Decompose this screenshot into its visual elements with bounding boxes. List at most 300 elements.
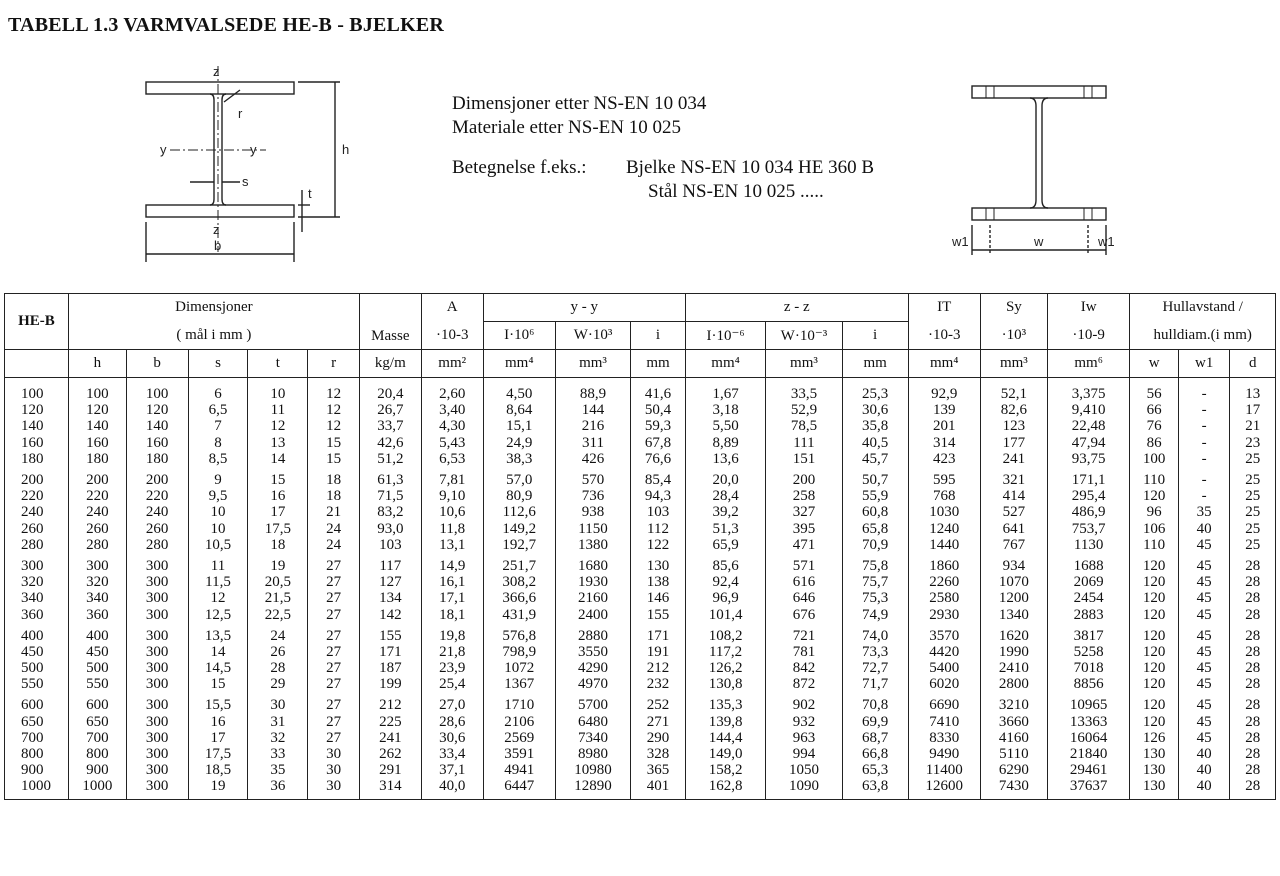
torsion-exp-header: ·10-3: [908, 322, 980, 350]
value-cell: 1150: [555, 521, 630, 537]
value-cell: 171,1: [1047, 467, 1130, 488]
value-cell: 395: [766, 521, 842, 537]
value-cell: 200: [68, 467, 126, 488]
value-cell: 75,7: [842, 574, 908, 590]
value-cell: 15: [248, 467, 308, 488]
value-cell: 27: [308, 714, 360, 730]
value-cell: 30,6: [842, 402, 908, 418]
value-cell: 51,3: [685, 521, 765, 537]
dimensions-header: Dimensjoner: [68, 294, 359, 322]
value-cell: 108,2: [685, 623, 765, 644]
value-cell: 63,8: [842, 778, 908, 799]
value-cell: 450: [68, 644, 126, 660]
value-cell: 616: [766, 574, 842, 590]
y-axis-label-right: y: [250, 142, 257, 157]
value-cell: 24: [308, 537, 360, 553]
value-cell: 45: [1178, 692, 1230, 713]
value-cell: 28: [248, 660, 308, 676]
value-cell: 6: [188, 378, 248, 403]
W-yy-unit-header: mm³: [555, 350, 630, 378]
value-cell: 160: [126, 435, 188, 451]
value-cell: 28: [1230, 692, 1276, 713]
profile-cell: 260: [5, 521, 69, 537]
warping-exp-header: ·10-9: [1047, 322, 1130, 350]
profile-cell: 100: [5, 378, 69, 403]
value-cell: 200: [126, 467, 188, 488]
value-cell: 25,4: [421, 676, 483, 692]
value-cell: 12890: [555, 778, 630, 799]
profile-cell: 200: [5, 467, 69, 488]
value-cell: 20,5: [248, 574, 308, 590]
value-cell: 192,7: [483, 537, 555, 553]
value-cell: 225: [359, 714, 421, 730]
value-cell: 180: [68, 451, 126, 467]
profile-cell: 240: [5, 504, 69, 520]
mass-unit-header: kg/m: [359, 350, 421, 378]
value-cell: 798,9: [483, 644, 555, 660]
value-cell: 4290: [555, 660, 630, 676]
value-cell: 110: [1130, 467, 1178, 488]
value-cell: 28,4: [685, 488, 765, 504]
value-cell: 13: [1230, 378, 1276, 403]
s-header: s: [188, 350, 248, 378]
value-cell: 1200: [980, 590, 1047, 606]
value-cell: 314: [359, 778, 421, 799]
value-cell: 120: [1130, 644, 1178, 660]
value-cell: 7018: [1047, 660, 1130, 676]
value-cell: 22,48: [1047, 418, 1130, 434]
profile-cell: 220: [5, 488, 69, 504]
value-cell: 27: [308, 590, 360, 606]
value-cell: 1620: [980, 623, 1047, 644]
value-cell: 262: [359, 746, 421, 762]
table-row: [5, 606, 1276, 622]
value-cell: 45: [1178, 606, 1230, 622]
w-header: w: [1130, 350, 1178, 378]
value-cell: 126,2: [685, 660, 765, 676]
value-cell: 314: [908, 435, 980, 451]
value-cell: 300: [126, 778, 188, 799]
value-cell: 86: [1130, 435, 1178, 451]
value-cell: 328: [631, 746, 686, 762]
static-moment-exp-header: ·10³: [980, 322, 1047, 350]
value-cell: 25: [1230, 537, 1276, 553]
table-row: [5, 521, 1276, 537]
value-cell: 45: [1178, 553, 1230, 574]
profile-cell: 550: [5, 676, 69, 692]
value-cell: 155: [631, 606, 686, 622]
value-cell: 401: [631, 778, 686, 799]
value-cell: 2930: [908, 606, 980, 622]
value-cell: 2580: [908, 590, 980, 606]
value-cell: 75,8: [842, 553, 908, 574]
value-cell: 2069: [1047, 574, 1130, 590]
value-cell: 7430: [980, 778, 1047, 799]
value-cell: 300: [126, 574, 188, 590]
value-cell: 10980: [555, 762, 630, 778]
value-cell: 139,8: [685, 714, 765, 730]
value-cell: 1710: [483, 692, 555, 713]
value-cell: 120: [1130, 623, 1178, 644]
value-cell: 120: [1130, 574, 1178, 590]
value-cell: 120: [1130, 676, 1178, 692]
value-cell: 28: [1230, 574, 1276, 590]
value-cell: 15: [308, 451, 360, 467]
value-cell: 17,1: [421, 590, 483, 606]
value-cell: 135,3: [685, 692, 765, 713]
w1-right-label: w1: [1098, 234, 1115, 249]
value-cell: 260: [68, 521, 126, 537]
value-cell: 120: [1130, 714, 1178, 730]
b-header: b: [126, 350, 188, 378]
table-row: [5, 451, 1276, 467]
value-cell: 280: [68, 537, 126, 553]
value-cell: 650: [68, 714, 126, 730]
value-cell: 142: [359, 606, 421, 622]
value-cell: 16064: [1047, 730, 1130, 746]
value-cell: 251,7: [483, 553, 555, 574]
value-cell: 39,2: [685, 504, 765, 520]
value-cell: 10: [188, 521, 248, 537]
value-cell: 5700: [555, 692, 630, 713]
value-cell: 11: [188, 553, 248, 574]
value-cell: 66,8: [842, 746, 908, 762]
value-cell: 423: [908, 451, 980, 467]
value-cell: 27: [308, 692, 360, 713]
value-cell: 50,4: [631, 402, 686, 418]
profile-cell: 300: [5, 553, 69, 574]
area-unit-header: mm²: [421, 350, 483, 378]
value-cell: 120: [1130, 606, 1178, 622]
value-cell: 140: [68, 418, 126, 434]
profile-cell: 450: [5, 644, 69, 660]
value-cell: 27: [308, 644, 360, 660]
value-cell: 300: [126, 644, 188, 660]
value-cell: 308,2: [483, 574, 555, 590]
value-cell: 431,9: [483, 606, 555, 622]
value-cell: 232: [631, 676, 686, 692]
value-cell: 8,89: [685, 435, 765, 451]
value-cell: 300: [126, 676, 188, 692]
value-cell: 400: [68, 623, 126, 644]
value-cell: 27: [308, 676, 360, 692]
value-cell: 45: [1178, 660, 1230, 676]
value-cell: 300: [126, 553, 188, 574]
value-cell: 550: [68, 676, 126, 692]
t-header: t: [248, 350, 308, 378]
value-cell: 271: [631, 714, 686, 730]
value-cell: 40: [1178, 746, 1230, 762]
value-cell: 200: [766, 467, 842, 488]
value-cell: 40: [1178, 762, 1230, 778]
value-cell: 25,3: [842, 378, 908, 403]
value-cell: 85,4: [631, 467, 686, 488]
z-axis-label-top: z: [213, 64, 220, 79]
value-cell: 7: [188, 418, 248, 434]
value-cell: 934: [980, 553, 1047, 574]
value-cell: 155: [359, 623, 421, 644]
value-cell: 88,9: [555, 378, 630, 403]
value-cell: 6290: [980, 762, 1047, 778]
value-cell: 25: [1230, 451, 1276, 467]
value-cell: 65,3: [842, 762, 908, 778]
value-cell: 4,50: [483, 378, 555, 403]
value-cell: 768: [908, 488, 980, 504]
value-cell: 300: [126, 730, 188, 746]
value-cell: 30: [308, 746, 360, 762]
profile-cell: 1000: [5, 778, 69, 799]
profile-column-spacer: [5, 350, 69, 378]
value-cell: 30: [308, 762, 360, 778]
value-cell: 2106: [483, 714, 555, 730]
value-cell: 177: [980, 435, 1047, 451]
value-cell: 19: [248, 553, 308, 574]
designation-steel: Stål NS-EN 10 025 .....: [648, 181, 824, 202]
table-row: [5, 778, 1276, 799]
designation-label: Betegnelse f.eks.:: [452, 157, 587, 178]
value-cell: 753,7: [1047, 521, 1130, 537]
value-cell: 151: [766, 451, 842, 467]
value-cell: 3,18: [685, 402, 765, 418]
value-cell: 4160: [980, 730, 1047, 746]
value-cell: 1860: [908, 553, 980, 574]
area-exp-header: ·10-3: [421, 322, 483, 350]
value-cell: 300: [126, 660, 188, 676]
value-cell: 8980: [555, 746, 630, 762]
value-cell: 600: [68, 692, 126, 713]
value-cell: 2883: [1047, 606, 1130, 622]
value-cell: 21,8: [421, 644, 483, 660]
value-cell: 8: [188, 435, 248, 451]
value-cell: 199: [359, 676, 421, 692]
value-cell: 21840: [1047, 746, 1130, 762]
value-cell: 700: [68, 730, 126, 746]
value-cell: 127: [359, 574, 421, 590]
value-cell: 93,75: [1047, 451, 1130, 467]
value-cell: 11400: [908, 762, 980, 778]
value-cell: 3591: [483, 746, 555, 762]
value-cell: 2880: [555, 623, 630, 644]
value-cell: 17,5: [248, 521, 308, 537]
static-moment-header: Sy: [980, 294, 1047, 322]
value-cell: 40: [1178, 778, 1230, 799]
value-cell: -: [1178, 435, 1230, 451]
value-cell: 8,5: [188, 451, 248, 467]
value-cell: -: [1178, 402, 1230, 418]
value-cell: 240: [68, 504, 126, 520]
value-cell: 300: [126, 692, 188, 713]
value-cell: 28: [1230, 606, 1276, 622]
value-cell: 93,0: [359, 521, 421, 537]
value-cell: 216: [555, 418, 630, 434]
value-cell: 9,10: [421, 488, 483, 504]
value-cell: 12: [188, 590, 248, 606]
value-cell: 68,7: [842, 730, 908, 746]
value-cell: 2260: [908, 574, 980, 590]
value-cell: 963: [766, 730, 842, 746]
value-cell: 120: [68, 402, 126, 418]
table-row: [5, 660, 1276, 676]
value-cell: 300: [126, 762, 188, 778]
value-cell: 932: [766, 714, 842, 730]
value-cell: 994: [766, 746, 842, 762]
value-cell: 21,5: [248, 590, 308, 606]
value-cell: 65,8: [842, 521, 908, 537]
value-cell: 130: [1130, 778, 1178, 799]
d-header: d: [1230, 350, 1276, 378]
value-cell: 120: [1130, 590, 1178, 606]
value-cell: 50,7: [842, 467, 908, 488]
value-cell: 902: [766, 692, 842, 713]
value-cell: 33,5: [766, 378, 842, 403]
value-cell: 180: [126, 451, 188, 467]
value-cell: 5,43: [421, 435, 483, 451]
value-cell: 6447: [483, 778, 555, 799]
static-moment-unit-header: mm³: [980, 350, 1047, 378]
table-row: [5, 488, 1276, 504]
h-header: h: [68, 350, 126, 378]
value-cell: 28: [1230, 623, 1276, 644]
value-cell: 240: [126, 504, 188, 520]
value-cell: 144,4: [685, 730, 765, 746]
value-cell: -: [1178, 378, 1230, 403]
value-cell: 106: [1130, 521, 1178, 537]
value-cell: 19: [188, 778, 248, 799]
value-cell: 781: [766, 644, 842, 660]
mass-header: Masse: [359, 294, 421, 350]
value-cell: 28: [1230, 660, 1276, 676]
value-cell: 260: [126, 521, 188, 537]
value-cell: 149,0: [685, 746, 765, 762]
value-cell: 123: [980, 418, 1047, 434]
value-cell: 300: [126, 623, 188, 644]
value-cell: 120: [1130, 553, 1178, 574]
table-row: [5, 402, 1276, 418]
value-cell: -: [1178, 451, 1230, 467]
value-cell: 70,9: [842, 537, 908, 553]
value-cell: 17: [1230, 402, 1276, 418]
profile-cell: 700: [5, 730, 69, 746]
value-cell: 27,0: [421, 692, 483, 713]
value-cell: 28: [1230, 590, 1276, 606]
material-standard: Materiale etter NS-EN 10 025: [452, 117, 681, 138]
value-cell: 110: [1130, 537, 1178, 553]
value-cell: 27: [308, 623, 360, 644]
value-cell: 130: [1130, 746, 1178, 762]
table-row: [5, 746, 1276, 762]
value-cell: 16,1: [421, 574, 483, 590]
value-cell: 45: [1178, 574, 1230, 590]
value-cell: 60,8: [842, 504, 908, 520]
value-cell: 71,5: [359, 488, 421, 504]
value-cell: 1340: [980, 606, 1047, 622]
value-cell: 736: [555, 488, 630, 504]
standard-info: [452, 92, 874, 204]
value-cell: 300: [126, 606, 188, 622]
i-yy-header: i: [631, 322, 686, 350]
value-cell: 5110: [980, 746, 1047, 762]
value-cell: 103: [359, 537, 421, 553]
value-cell: 74,9: [842, 606, 908, 622]
value-cell: 30,6: [421, 730, 483, 746]
W-yy-header: W·10³: [555, 322, 630, 350]
value-cell: 13,5: [188, 623, 248, 644]
value-cell: 4970: [555, 676, 630, 692]
value-cell: 65,9: [685, 537, 765, 553]
value-cell: 100: [68, 378, 126, 403]
value-cell: 1380: [555, 537, 630, 553]
value-cell: 29: [248, 676, 308, 692]
value-cell: 842: [766, 660, 842, 676]
value-cell: 2410: [980, 660, 1047, 676]
value-cell: 18: [308, 488, 360, 504]
value-cell: 641: [980, 521, 1047, 537]
value-cell: 2800: [980, 676, 1047, 692]
value-cell: 140: [126, 418, 188, 434]
value-cell: 17: [248, 504, 308, 520]
warping-unit-header: mm⁶: [1047, 350, 1130, 378]
value-cell: 45: [1178, 537, 1230, 553]
value-cell: 191: [631, 644, 686, 660]
value-cell: 59,3: [631, 418, 686, 434]
heb-profile-table: [4, 293, 1276, 800]
value-cell: 100: [1130, 451, 1178, 467]
value-cell: 160: [68, 435, 126, 451]
value-cell: 300: [68, 553, 126, 574]
value-cell: 35,8: [842, 418, 908, 434]
value-cell: 120: [126, 402, 188, 418]
value-cell: 22,5: [248, 606, 308, 622]
value-cell: 252: [631, 692, 686, 713]
value-cell: 27: [308, 660, 360, 676]
value-cell: 45: [1178, 644, 1230, 660]
value-cell: 11: [248, 402, 308, 418]
value-cell: 426: [555, 451, 630, 467]
value-cell: 241: [980, 451, 1047, 467]
W-zz-header: W·10⁻³: [766, 322, 842, 350]
value-cell: 15,1: [483, 418, 555, 434]
value-cell: 646: [766, 590, 842, 606]
value-cell: 321: [980, 467, 1047, 488]
value-cell: 92,9: [908, 378, 980, 403]
value-cell: 29461: [1047, 762, 1130, 778]
value-cell: 171: [359, 644, 421, 660]
value-cell: 28: [1230, 730, 1276, 746]
value-cell: 96,9: [685, 590, 765, 606]
value-cell: 30: [248, 692, 308, 713]
value-cell: 117,2: [685, 644, 765, 660]
value-cell: 13363: [1047, 714, 1130, 730]
value-cell: 311: [555, 435, 630, 451]
value-cell: 45: [1178, 714, 1230, 730]
value-cell: 158,2: [685, 762, 765, 778]
value-cell: 28: [1230, 553, 1276, 574]
value-cell: 320: [68, 574, 126, 590]
value-cell: 75,3: [842, 590, 908, 606]
value-cell: 220: [126, 488, 188, 504]
warping-constant-header: Iw: [1047, 294, 1130, 322]
value-cell: 570: [555, 467, 630, 488]
profile-cell: 180: [5, 451, 69, 467]
value-cell: 300: [126, 746, 188, 762]
value-cell: 120: [1130, 660, 1178, 676]
value-cell: 8,64: [483, 402, 555, 418]
yy-axis-header: y - y: [483, 294, 685, 322]
value-cell: 300: [126, 714, 188, 730]
profile-cell: 360: [5, 606, 69, 622]
value-cell: 144: [555, 402, 630, 418]
dimensions-unit-header: ( mål i mm ): [68, 322, 359, 350]
